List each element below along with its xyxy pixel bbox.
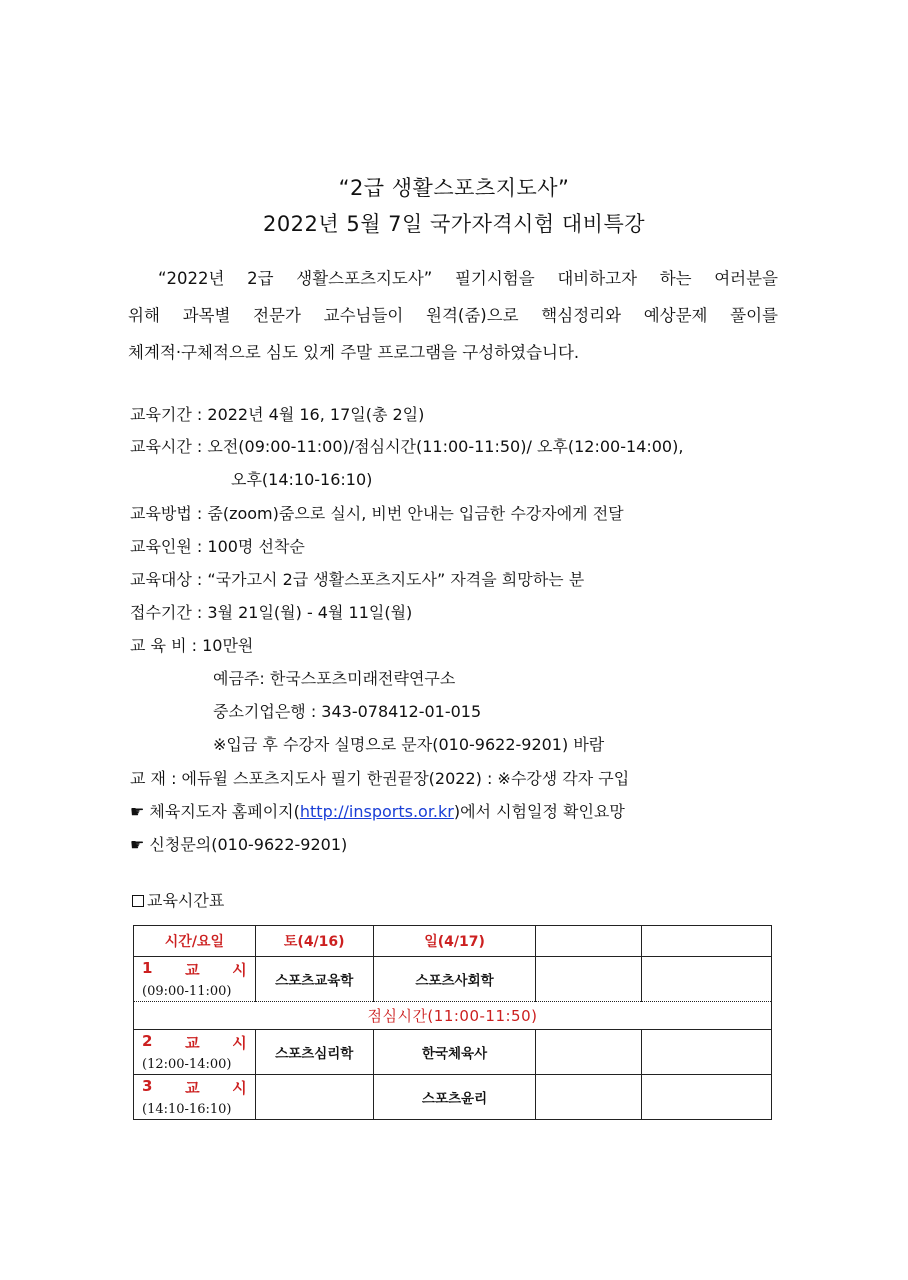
edu-time-cont: 오후(14:10-16:10): [231, 470, 373, 489]
period-cell: [134, 1030, 256, 1075]
edu-fee: 교 육 비 : 10만원: [130, 636, 254, 655]
checkbox-square-icon: [132, 895, 144, 907]
depositor: 예금주: 한국스포츠미래전략연구소: [213, 669, 456, 688]
table-row: [134, 1030, 772, 1075]
period-time: (14:10-16:10): [142, 1102, 232, 1117]
subject-cell: 스포츠심리학: [255, 1030, 373, 1075]
inquiry: ☛ 신청문의(010-9622-9201): [130, 835, 348, 854]
header-cell: [536, 926, 642, 957]
schedule-table: [133, 925, 772, 1120]
header-cell: 시간/요일: [134, 926, 256, 957]
empty-cell: [642, 957, 772, 1002]
lunch-row: [134, 1002, 772, 1030]
header-cell: 토(4/16): [255, 926, 373, 957]
intro-paragraph: [128, 260, 778, 371]
intro-line-1: “2022년 2급 생활스포츠지도사” 필기시험을 대비하고자 하는 여러분을: [158, 269, 778, 288]
edu-target: 교육대상 : “국가고시 2급 생활스포츠지도사” 자격을 희망하는 분: [130, 570, 585, 589]
edu-method: 교육방법 : 줌(zoom)줌으로 실시, 비번 안내는 입금한 수강자에게 전달: [130, 504, 624, 523]
edu-capacity: 교육인원 : 100명 선착순: [130, 537, 305, 556]
subject-cell: 스포츠교육학: [255, 957, 373, 1002]
period-number: 2: [142, 1032, 153, 1050]
period-time: (12:00-14:00): [142, 1057, 232, 1072]
period-char: 시: [232, 1079, 247, 1097]
intro-line-3: 체계적·구체적으로 심도 있게 주말 프로그램을 구성하였습니다.: [128, 343, 580, 362]
empty-cell: [536, 957, 642, 1002]
homepage-line: [130, 799, 625, 822]
intro-line-2: 위해 과목별 전문가 교수님들이 원격(줌)으로 핵심정리와 예상문제 풀이를: [128, 306, 778, 325]
subject-cell: 스포츠윤리: [373, 1075, 536, 1120]
table-row: [134, 1075, 772, 1120]
period-number: 1: [142, 959, 153, 977]
period-cell: [134, 1075, 256, 1120]
period-char: 교: [185, 1079, 200, 1097]
edu-time: 교육시간 : 오전(09:00-11:00)/점심시간(11:00-11:50)/ 오후(12:00-14:00),: [130, 437, 684, 456]
empty-cell: [642, 1075, 772, 1120]
table-header-row: [134, 926, 772, 957]
period-number: 3: [142, 1077, 153, 1095]
homepage-prefix: ☛ 체육지도자 홈페이지(: [130, 802, 300, 821]
header-cell: 일(4/17): [373, 926, 536, 957]
homepage-suffix: )에서 시험일정 확인요망: [453, 802, 625, 821]
period-char: 교: [185, 961, 200, 979]
title-line-1: “2급 생활스포츠지도사”: [338, 176, 570, 200]
lunch-cell: 점심시간(11:00-11:50): [134, 1002, 772, 1030]
edu-period: 교육기간 : 2022년 4월 16, 17일(총 2일): [130, 405, 425, 424]
subject-cell: [255, 1075, 373, 1120]
period-char: 시: [232, 1034, 247, 1052]
header-cell: [642, 926, 772, 957]
period-cell: [134, 957, 256, 1002]
table-row: [134, 957, 772, 1002]
homepage-link[interactable]: http://insports.or.kr: [299, 802, 454, 821]
empty-cell: [536, 1030, 642, 1075]
deposit-note: ※입금 후 수강자 실명으로 문자(010-9622-9201) 바람: [213, 735, 605, 754]
schedule-heading: [132, 888, 224, 911]
subject-cell: 스포츠사회학: [373, 957, 536, 1002]
bank-account: 중소기업은행 : 343-078412-01-015: [213, 702, 482, 721]
period-time: (09:00-11:00): [142, 984, 232, 999]
subject-cell: 한국체육사: [373, 1030, 536, 1075]
period-char: 시: [232, 961, 247, 979]
title-line-2: 2022년 5월 7일 국가자격시험 대비특강: [262, 212, 646, 236]
reception-period: 접수기간 : 3월 21일(월) - 4월 11일(월): [130, 603, 413, 622]
empty-cell: [536, 1075, 642, 1120]
textbook: 교 재 : 에듀윌 스포츠지도사 필기 한권끝장(2022) : ※수강생 각자 구입: [130, 769, 630, 788]
empty-cell: [642, 1030, 772, 1075]
schedule-heading-label: 교육시간표: [147, 891, 225, 910]
period-char: 교: [185, 1034, 200, 1052]
